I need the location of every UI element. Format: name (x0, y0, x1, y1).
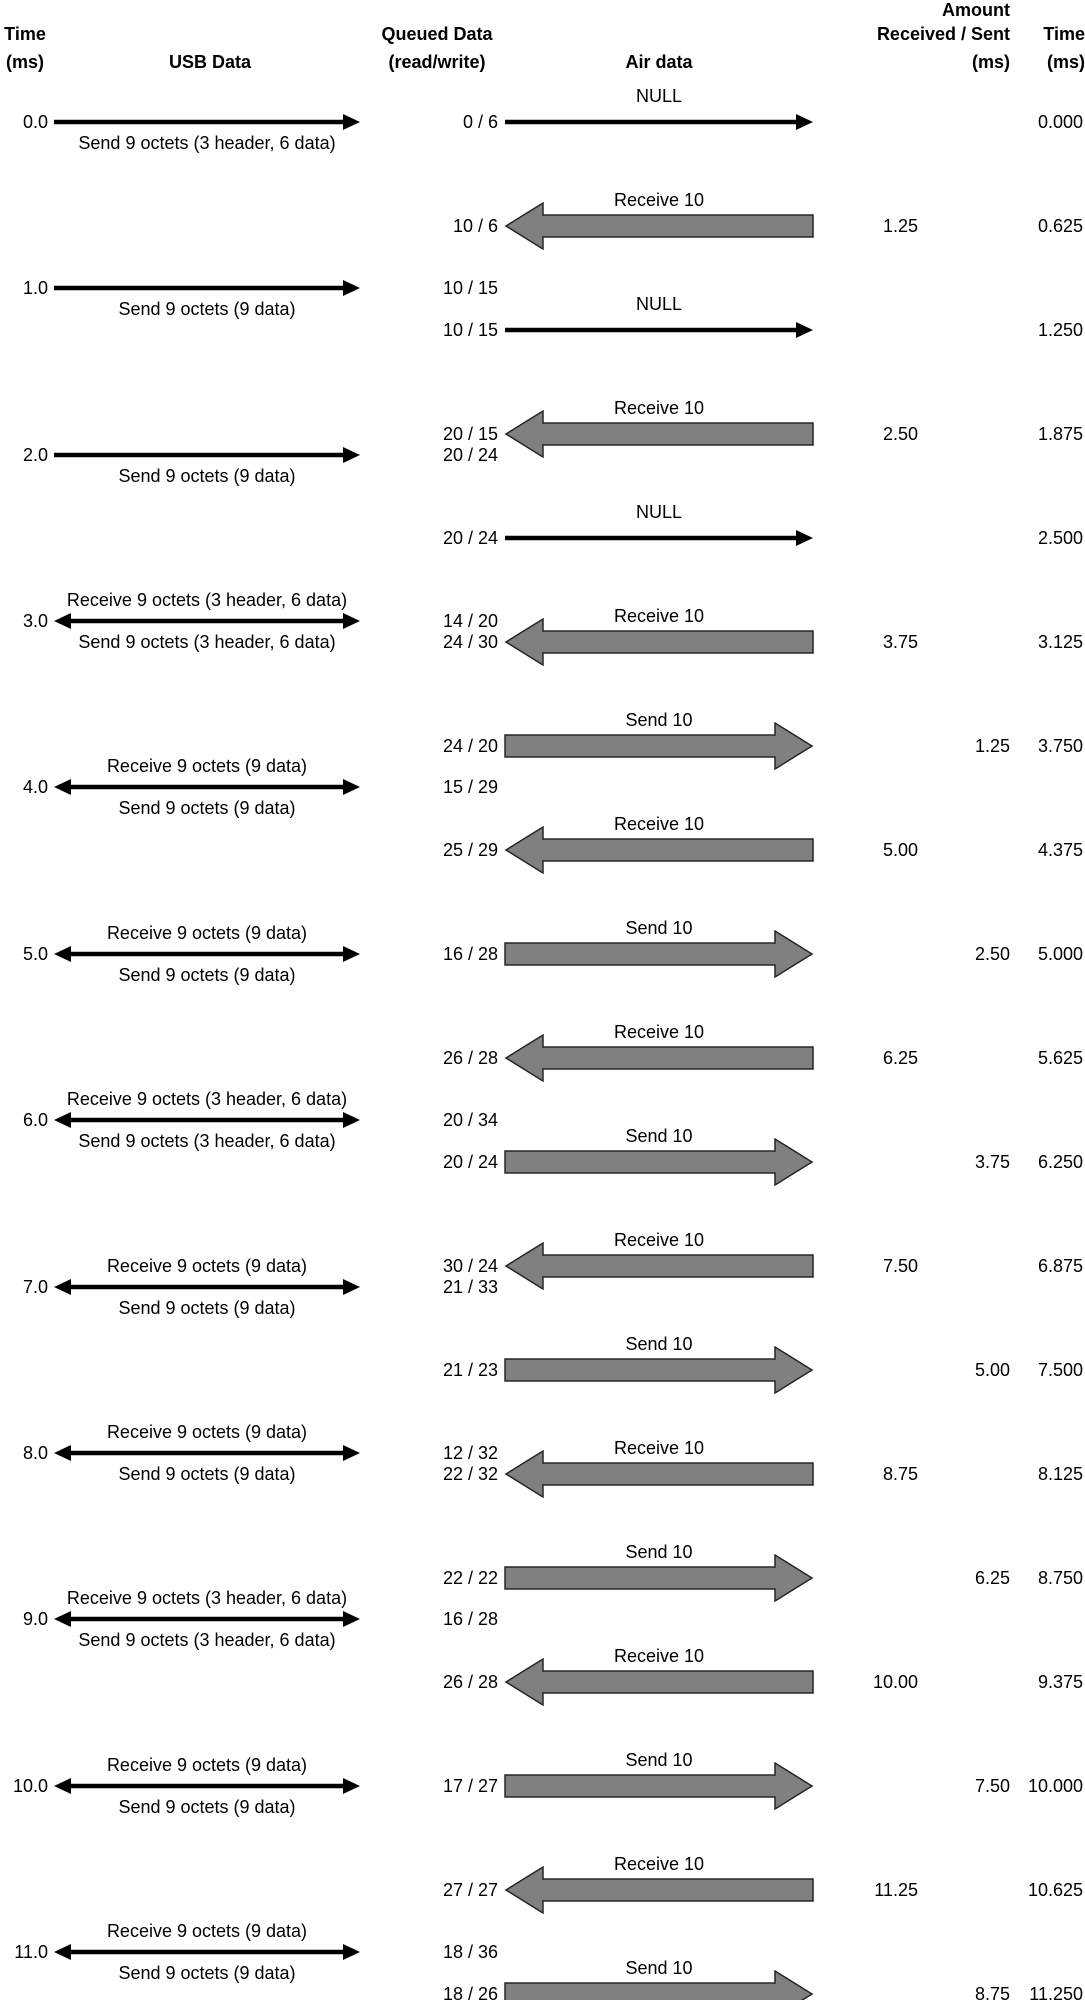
air-arrow-receive (503, 410, 815, 458)
air-label: Send 10 (625, 918, 693, 938)
queue-label: 10 / 6 (452, 216, 498, 236)
air-arrow-receive (503, 1450, 815, 1498)
air-time-label: 11.250 (1029, 1984, 1083, 2000)
queue-label: 22 / 32 (442, 1464, 498, 1484)
usb-arrow-both (52, 610, 362, 632)
usb-send-label: Send 9 octets (9 data) (118, 1963, 296, 1983)
queue-label: 16 / 28 (442, 1609, 498, 1629)
air-label: Receive 10 (613, 1230, 705, 1250)
air-label: NULL (635, 294, 683, 314)
usb-send-label: Send 9 octets (9 data) (118, 965, 296, 985)
air-time-label: 8.125 (1037, 1464, 1083, 1484)
queue-label: 20 / 24 (442, 528, 498, 548)
amount-sent-label: 7.50 (974, 1776, 1010, 1796)
air-label: Receive 10 (613, 606, 705, 626)
usb-time-label: 5.0 (22, 944, 48, 964)
queue-label: 27 / 27 (442, 1880, 498, 1900)
amount-sent-label: 6.25 (974, 1568, 1010, 1588)
air-arrow-receive (503, 1034, 815, 1082)
amount-sent-label: 3.75 (974, 1152, 1010, 1172)
air-time-label: 1.250 (1037, 320, 1083, 340)
amount-received-label: 7.50 (882, 1256, 918, 1276)
air-label: Receive 10 (613, 1022, 705, 1042)
header-air-data: Air data (625, 52, 693, 72)
queue-label: 10 / 15 (442, 320, 498, 340)
header-amount-line2: Received / Sent (876, 24, 1010, 44)
usb-arrow-right (52, 444, 362, 466)
usb-send-label: Send 9 octets (3 header, 6 data) (78, 1131, 336, 1151)
usb-time-label: 9.0 (22, 1609, 48, 1629)
usb-time-label: 6.0 (22, 1110, 48, 1130)
queue-label: 16 / 28 (442, 944, 498, 964)
header-queued-line1: Queued Data (381, 24, 493, 44)
air-arrow-receive (503, 1866, 815, 1914)
queue-label: 24 / 20 (442, 736, 498, 756)
air-label: NULL (635, 86, 683, 106)
amount-sent-label: 1.25 (974, 736, 1010, 756)
usb-time-label: 2.0 (22, 445, 48, 465)
air-time-label: 1.875 (1037, 424, 1083, 444)
queue-label: 10 / 15 (442, 278, 498, 298)
usb-time-label: 8.0 (22, 1443, 48, 1463)
air-arrow-null (503, 320, 815, 340)
air-time-label: 9.375 (1037, 1672, 1083, 1692)
amount-received-label: 10.00 (872, 1672, 918, 1692)
usb-receive-label: Receive 9 octets (9 data) (106, 923, 308, 943)
queue-label: 18 / 26 (442, 1984, 498, 2000)
air-label: Send 10 (625, 1542, 693, 1562)
air-arrow-send (503, 1970, 815, 2000)
queue-label: 17 / 27 (442, 1776, 498, 1796)
queue-label: 21 / 23 (442, 1360, 498, 1380)
queue-label: 24 / 30 (442, 632, 498, 652)
queue-label: 18 / 36 (442, 1942, 498, 1962)
queue-label: 21 / 33 (442, 1277, 498, 1297)
header-time-left-line2: (ms) (5, 52, 44, 72)
queue-label: 20 / 24 (442, 1152, 498, 1172)
air-arrow-send (503, 1346, 815, 1394)
usb-time-label: 7.0 (22, 1277, 48, 1297)
queue-label: 30 / 24 (442, 1256, 498, 1276)
usb-arrow-both (52, 1276, 362, 1298)
queue-label: 15 / 29 (442, 777, 498, 797)
air-time-label: 0.625 (1037, 216, 1083, 236)
header-amount-line3: (ms) (971, 52, 1010, 72)
air-arrow-null (503, 112, 815, 132)
amount-received-label: 11.25 (874, 1880, 918, 1900)
header-time-right-line2: (ms) (1046, 52, 1085, 72)
air-label: Receive 10 (613, 398, 705, 418)
air-arrow-null (503, 528, 815, 548)
air-arrow-receive (503, 826, 815, 874)
usb-arrow-both (52, 1442, 362, 1464)
usb-receive-label: Receive 9 octets (9 data) (106, 756, 308, 776)
usb-receive-label: Receive 9 octets (9 data) (106, 1422, 308, 1442)
air-arrow-send (503, 1762, 815, 1810)
queue-label: 0 / 6 (462, 112, 498, 132)
header-time-left-line1: Time (4, 24, 46, 44)
usb-arrow-both (52, 1608, 362, 1630)
air-time-label: 5.000 (1037, 944, 1083, 964)
air-time-label: 10.000 (1027, 1776, 1083, 1796)
air-label: Send 10 (625, 710, 693, 730)
usb-send-label: Send 9 octets (9 data) (118, 299, 296, 319)
usb-arrow-right (52, 111, 362, 133)
usb-arrow-both (52, 1109, 362, 1131)
amount-received-label: 8.75 (882, 1464, 918, 1484)
air-label: Receive 10 (613, 814, 705, 834)
air-label: Receive 10 (613, 1438, 705, 1458)
queue-label: 25 / 29 (442, 840, 498, 860)
air-arrow-send (503, 930, 815, 978)
air-label: Send 10 (625, 1334, 693, 1354)
air-time-label: 10.625 (1027, 1880, 1083, 1900)
queue-label: 20 / 15 (442, 424, 498, 444)
air-time-label: 0.000 (1037, 112, 1083, 132)
usb-time-label: 11.0 (14, 1942, 48, 1962)
usb-arrow-both (52, 776, 362, 798)
usb-send-label: Send 9 octets (9 data) (118, 1298, 296, 1318)
usb-send-label: Send 9 octets (3 header, 6 data) (78, 632, 336, 652)
amount-received-label: 1.25 (882, 216, 918, 236)
queue-label: 26 / 28 (442, 1048, 498, 1068)
air-arrow-send (503, 1554, 815, 1602)
usb-arrow-both (52, 1941, 362, 1963)
air-arrow-receive (503, 1658, 815, 1706)
air-label: Send 10 (625, 1126, 693, 1146)
queue-label: 12 / 32 (442, 1443, 498, 1463)
queue-label: 14 / 20 (442, 611, 498, 631)
usb-time-label: 0.0 (22, 112, 48, 132)
queue-label: 20 / 34 (442, 1110, 498, 1130)
usb-receive-label: Receive 9 octets (9 data) (106, 1256, 308, 1276)
air-label: Receive 10 (613, 190, 705, 210)
air-time-label: 3.750 (1037, 736, 1083, 756)
amount-sent-label: 5.00 (974, 1360, 1010, 1380)
air-time-label: 7.500 (1037, 1360, 1083, 1380)
air-time-label: 8.750 (1037, 1568, 1083, 1588)
usb-arrow-right (52, 277, 362, 299)
usb-time-label: 3.0 (22, 611, 48, 631)
amount-received-label: 2.50 (882, 424, 918, 444)
usb-receive-label: Receive 9 octets (9 data) (106, 1755, 308, 1775)
usb-arrow-both (52, 1775, 362, 1797)
header-queued-line2: (read/write) (388, 52, 486, 72)
air-arrow-send (503, 722, 815, 770)
amount-received-label: 5.00 (882, 840, 918, 860)
air-arrow-receive (503, 202, 815, 250)
usb-send-label: Send 9 octets (9 data) (118, 798, 296, 818)
air-time-label: 6.250 (1037, 1152, 1083, 1172)
queue-label: 22 / 22 (442, 1568, 498, 1588)
usb-receive-label: Receive 9 octets (3 header, 6 data) (66, 590, 348, 610)
air-time-label: 4.375 (1037, 840, 1083, 860)
header-usb-data: USB Data (168, 52, 252, 72)
air-arrow-send (503, 1138, 815, 1186)
air-label: NULL (635, 502, 683, 522)
usb-send-label: Send 9 octets (3 header, 6 data) (78, 1630, 336, 1650)
header-amount-line1: Amount (942, 0, 1010, 20)
air-label: Receive 10 (613, 1854, 705, 1874)
usb-arrow-both (52, 943, 362, 965)
amount-received-label: 6.25 (882, 1048, 918, 1068)
amount-sent-label: 8.75 (974, 1984, 1010, 2000)
usb-send-label: Send 9 octets (3 header, 6 data) (78, 133, 336, 153)
air-time-label: 6.875 (1037, 1256, 1083, 1276)
usb-time-label: 1.0 (22, 278, 48, 298)
usb-time-label: 4.0 (22, 777, 48, 797)
usb-time-label: 10.0 (12, 1776, 48, 1796)
usb-receive-label: Receive 9 octets (9 data) (106, 1921, 308, 1941)
air-arrow-receive (503, 1242, 815, 1290)
usb-send-label: Send 9 octets (9 data) (118, 1464, 296, 1484)
usb-send-label: Send 9 octets (9 data) (118, 466, 296, 486)
queue-label: 26 / 28 (442, 1672, 498, 1692)
header-time-right-line1: Time (1043, 24, 1085, 44)
usb-send-label: Send 9 octets (9 data) (118, 1797, 296, 1817)
air-time-label: 3.125 (1037, 632, 1083, 652)
air-label: Send 10 (625, 1750, 693, 1770)
usb-receive-label: Receive 9 octets (3 header, 6 data) (66, 1089, 348, 1109)
amount-received-label: 3.75 (882, 632, 918, 652)
air-arrow-receive (503, 618, 815, 666)
air-time-label: 2.500 (1037, 528, 1083, 548)
queue-label: 20 / 24 (442, 445, 498, 465)
air-time-label: 5.625 (1037, 1048, 1083, 1068)
amount-sent-label: 2.50 (974, 944, 1010, 964)
air-label: Receive 10 (613, 1646, 705, 1666)
air-label: Send 10 (625, 1958, 693, 1978)
usb-receive-label: Receive 9 octets (3 header, 6 data) (66, 1588, 348, 1608)
